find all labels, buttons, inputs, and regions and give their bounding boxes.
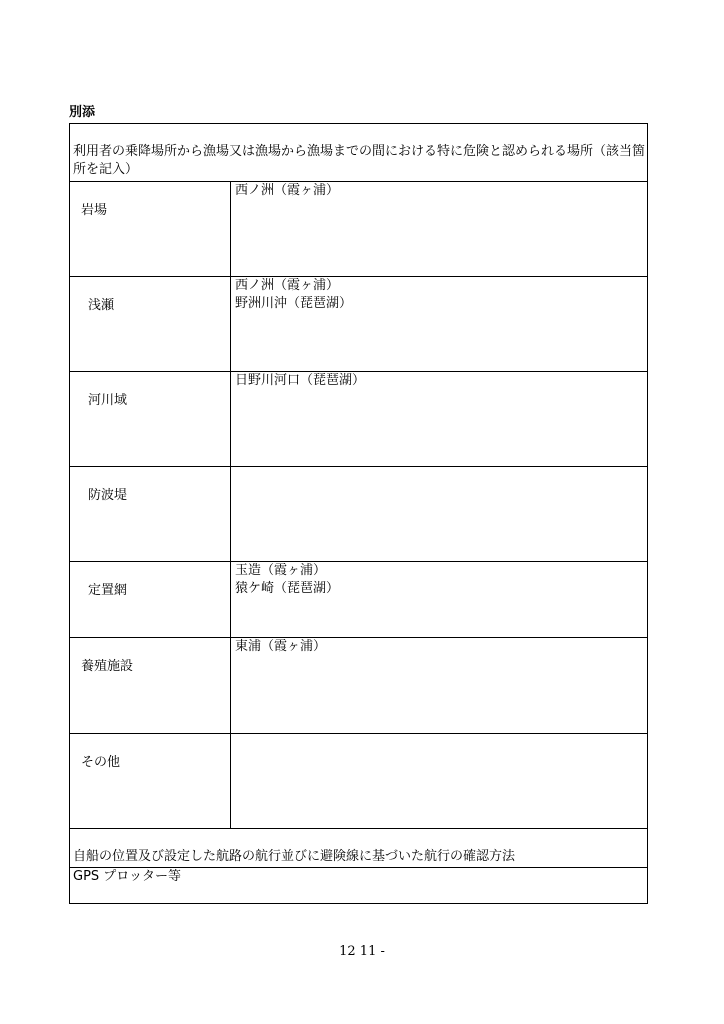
- confirmation-label: 自船の位置及び設定した航路の航行並びに避険線に基づいた航行の確認方法: [73, 849, 516, 864]
- category-label: 定置網: [88, 583, 128, 598]
- place-entry: 野洲川沖（琵琶湖）: [235, 296, 353, 311]
- category-label: 防波堤: [88, 488, 128, 503]
- attachment-heading: 別添: [69, 105, 96, 120]
- row-divider: [70, 561, 647, 562]
- row-divider: [70, 828, 647, 829]
- category-label: 河川域: [88, 393, 128, 408]
- intro-text: 利用者の乗降場所から漁場又は漁場から漁場までの間における特に危険と認められる場所（該当箇所を記入）: [73, 144, 646, 177]
- category-label: 岩場: [81, 203, 108, 218]
- row-divider: [70, 276, 647, 277]
- row-divider: [70, 466, 647, 467]
- row-divider: [70, 637, 647, 638]
- row-divider: [70, 181, 647, 182]
- place-entry: 西ノ洲（霞ヶ浦）: [235, 278, 340, 293]
- place-entry: 東浦（霞ヶ浦）: [235, 639, 327, 654]
- page-number: 12 11 -: [339, 944, 385, 959]
- place-entry: 日野川河口（琵琶湖）: [235, 373, 366, 388]
- category-label: 浅瀬: [88, 298, 115, 313]
- row-divider: [70, 733, 647, 734]
- place-entry: 西ノ洲（霞ヶ浦）: [235, 183, 340, 198]
- confirmation-value: GPS プロッター等: [73, 869, 182, 884]
- place-entry: 玉造（霞ヶ浦）: [235, 563, 327, 578]
- category-label: 養殖施設: [81, 659, 134, 674]
- category-label: その他: [81, 755, 121, 770]
- column-divider: [230, 181, 231, 829]
- danger-areas-table: [69, 123, 648, 904]
- place-entry: 猿ケ崎（琵琶湖）: [235, 581, 340, 596]
